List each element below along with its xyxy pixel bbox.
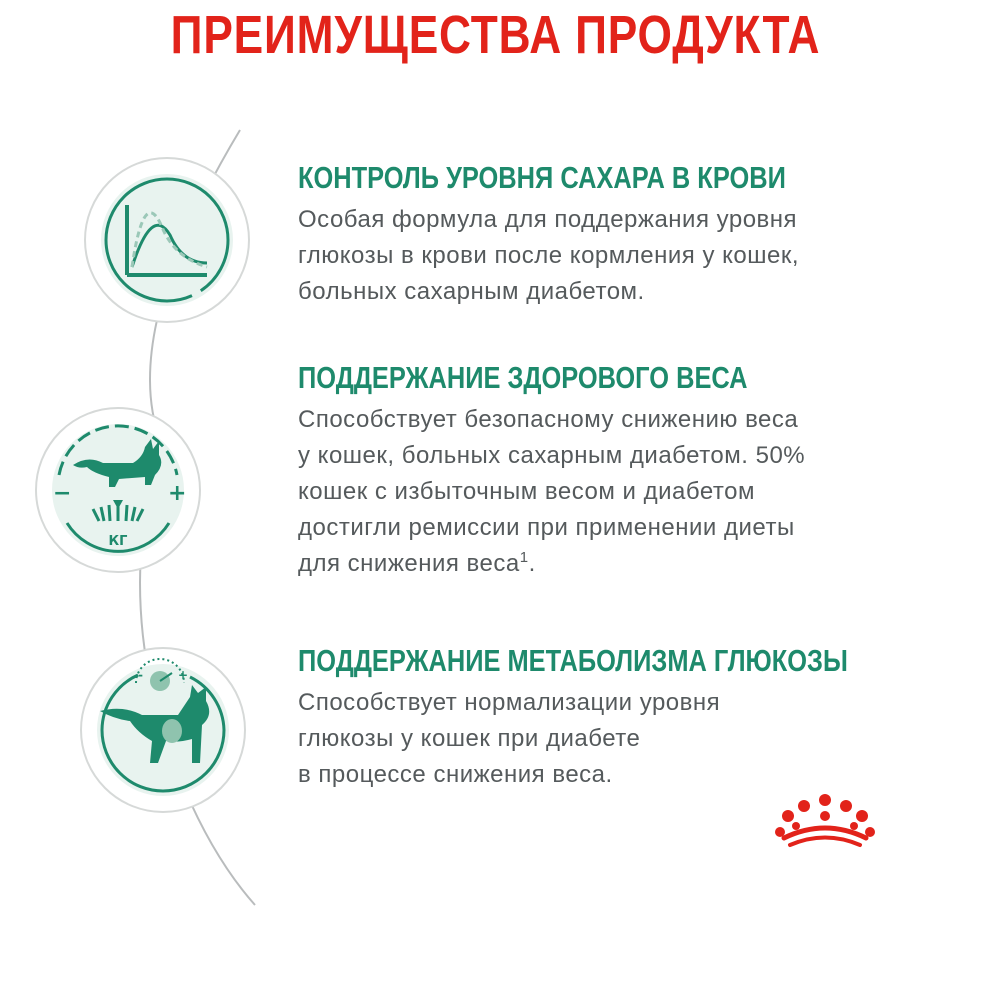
footnote-marker: 1 — [519, 549, 529, 566]
section-description — [298, 685, 918, 793]
description-line: Способствует нормализации уровня — [298, 689, 721, 716]
page-title: ПРЕИМУЩЕСТВА ПРОДУКТА — [170, 5, 821, 65]
description-line: у кошек, больных сахарным диабетом. 50% — [298, 442, 806, 469]
description-line: глюкозы в крови после кормления у кошек, — [298, 242, 799, 269]
description-line: больных сахарным диабетом. — [298, 278, 645, 305]
description-line: Особая формула для поддержания уровня — [298, 206, 798, 233]
description-line-with-footnote — [298, 546, 918, 582]
section-heading: ПОДДЕРЖАНИЕ МЕТАБОЛИЗМА ГЛЮКОЗЫ — [298, 643, 848, 678]
section-description — [298, 402, 918, 582]
section-heading: ПОДДЕРЖАНИЕ ЗДОРОВОГО ВЕСА — [298, 360, 748, 395]
gauge-minus-sign: - — [138, 668, 143, 682]
scale-unit-label: КГ — [108, 534, 128, 549]
description-line: Способствует безопасному снижению веса — [298, 406, 799, 433]
royal-crown-logo-icon — [770, 790, 880, 855]
description-line: в процессе снижения веса. — [298, 761, 613, 788]
cat-weight-scale-icon — [33, 405, 203, 580]
gauge-plus-sign: + — [178, 668, 189, 682]
scale-minus-sign: − — [53, 481, 72, 506]
sentence-end: . — [528, 550, 536, 577]
benefit-section-healthy-weight — [298, 360, 918, 582]
benefit-section-glucose-metabolism — [298, 643, 918, 793]
scale-plus-sign: + — [168, 481, 187, 506]
section-heading: КОНТРОЛЬ УРОВНЯ САХАРА В КРОВИ — [298, 160, 786, 195]
description-line: достигли ремиссии при применении диеты — [298, 514, 795, 541]
description-line: глюкозы у кошек при диабете — [298, 725, 641, 752]
benefit-section-blood-sugar — [298, 160, 918, 310]
description-line: кошек с избыточным весом и диабетом — [298, 478, 755, 505]
description-text: для снижения веса — [298, 550, 520, 577]
glucose-curve-chart-icon — [82, 155, 252, 330]
cat-glucose-meter-icon — [78, 645, 248, 820]
section-description — [298, 202, 918, 310]
